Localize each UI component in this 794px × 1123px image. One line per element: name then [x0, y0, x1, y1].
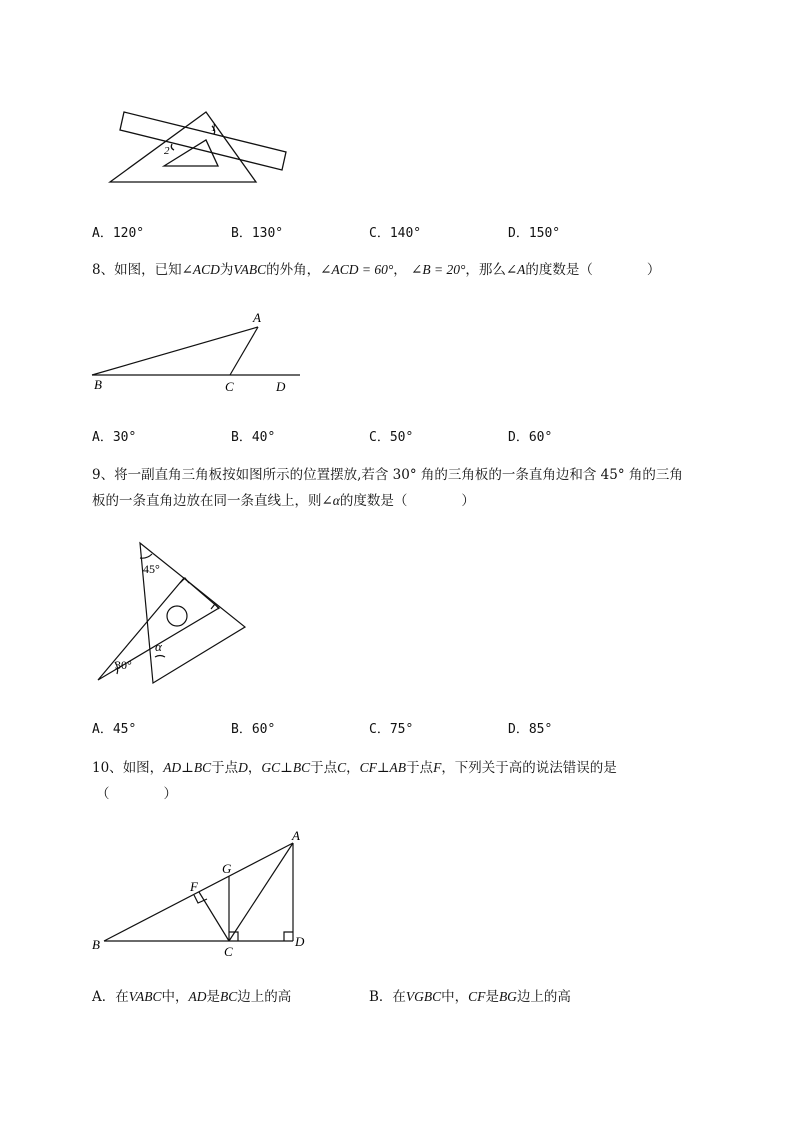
q10-text: 是 [485, 989, 499, 1005]
q10-text: ， [247, 760, 262, 776]
q8-text: 的度数是（ ） [525, 262, 661, 278]
q10-option-a[interactable] [92, 987, 291, 1007]
q10-figure [88, 825, 318, 960]
q10-segment-label: AD [188, 989, 207, 1004]
q8-text: 如图，已知 [114, 262, 182, 278]
q8-label-a: A [253, 310, 261, 325]
q10-text: 边上的高 [237, 989, 292, 1005]
q10-text: 边上的高 [516, 989, 571, 1005]
q10-point-f: F [433, 760, 442, 775]
q10-point-c: C [337, 760, 347, 775]
q8-option-d[interactable]: D．60° [508, 430, 553, 445]
q8-triangle-abc: VABC [233, 262, 267, 277]
q8-text: ，那么 [465, 262, 506, 278]
q8-angle-a: ∠A [505, 262, 526, 277]
q10-triangle-gbc: VGBC [405, 989, 442, 1004]
q9-hole [167, 606, 187, 626]
q8-text: ， [393, 262, 407, 278]
q9-angle-alpha: ∠α [321, 493, 340, 508]
q10-condition-gc-bc: GC⊥BC [261, 760, 311, 775]
q10-label-b: B [92, 937, 100, 952]
q10-option-b[interactable] [369, 987, 571, 1007]
q10-segment-label: CF [468, 989, 486, 1004]
q9-text: 板的一条直角边放在同一条直线上，则 [92, 493, 322, 509]
q8-equation-acd: ∠ACD = 60° [320, 262, 394, 277]
q9-option-c[interactable]: C．75° [369, 722, 414, 737]
q8-label-c: C [225, 379, 234, 394]
q8-label-d: D [276, 379, 286, 394]
q7-option-c[interactable]: C．140° [369, 226, 422, 241]
q10-label-f: F [190, 879, 198, 894]
q8-text: 为 [219, 262, 234, 278]
q9-figure [92, 536, 252, 688]
q8-segment-ab [92, 327, 258, 375]
q10-text: 于点 [406, 760, 434, 776]
q10-segment-cf [199, 892, 229, 941]
q10-label-g: G [222, 861, 232, 876]
q10-number: 10、 [92, 760, 123, 776]
q7-option-d[interactable]: D．150° [508, 226, 561, 241]
q9-label-alpha: α [155, 639, 162, 654]
q8-option-c[interactable]: C．50° [369, 430, 414, 445]
q8-label-b: B [94, 377, 102, 392]
q9-text: 的度数是（ ） [339, 493, 475, 509]
q10-text: ， [346, 760, 360, 776]
q8-option-b[interactable]: B．40° [231, 430, 276, 445]
q8-text: 的外角， [266, 262, 321, 278]
q9-label-45: 45° [143, 562, 160, 576]
q7-figure [100, 100, 300, 190]
q10-text: 如图， [122, 760, 164, 776]
q10-text: 中， [441, 989, 469, 1005]
q10-text: B．在 [369, 989, 406, 1005]
q7-option-a[interactable]: A．120° [92, 226, 145, 241]
q7-small-triangle [164, 140, 218, 166]
q10-point-d: D [238, 760, 248, 775]
q7-large-triangle [110, 112, 256, 182]
q8-equation-b: ∠B = 20° [411, 262, 466, 277]
q10-label-c: C [224, 944, 233, 959]
q10-label-d: D [295, 934, 305, 949]
q10-text: 中， [161, 989, 189, 1005]
q7-angle2-label: 2 [164, 145, 170, 157]
q8-number: 8、 [92, 262, 115, 278]
q10-stem-line1 [92, 758, 617, 778]
q10-label-a: A [292, 828, 300, 843]
q8-stem [92, 260, 660, 280]
q9-option-b[interactable]: B．60° [231, 722, 276, 737]
q10-text: 是 [206, 989, 220, 1005]
q7-option-b[interactable]: B．130° [231, 226, 284, 241]
q9-stem-line1: 9、将一副直角三角板按如图所示的位置摆放,若含 30° 角的三角板的一条直角边和含 45° 角的三角 [92, 467, 683, 483]
q9-label-30: 30° [115, 658, 132, 672]
q9-option-a[interactable]: A．45° [92, 722, 137, 737]
q8-angle-acd: ∠ACD [181, 262, 220, 277]
q10-text: ，下列关于高的说法错误的是 [441, 760, 617, 776]
q10-condition-cf-ab: CF⊥AB [359, 760, 407, 775]
q10-text: 于点 [211, 760, 239, 776]
q10-text: 于点 [310, 760, 338, 776]
q10-text: A．在 [92, 989, 129, 1005]
q10-answer-paren: （ ） [96, 786, 177, 802]
q10-segment-ab [104, 843, 293, 941]
q7-ruler [120, 112, 286, 170]
q9-option-d[interactable]: D．85° [508, 722, 553, 737]
q10-condition-ad-bc: AD⊥BC [163, 760, 212, 775]
q10-segment-ac [229, 843, 293, 941]
q10-segment-label: BG [498, 989, 517, 1004]
q7-angle1-label: 1 [211, 122, 217, 134]
q9-stem-line2 [92, 491, 475, 511]
q8-option-a[interactable]: A．30° [92, 430, 137, 445]
q10-segment-label: BC [220, 989, 238, 1004]
q10-triangle-abc: VABC [128, 989, 162, 1004]
q8-figure [88, 305, 308, 400]
